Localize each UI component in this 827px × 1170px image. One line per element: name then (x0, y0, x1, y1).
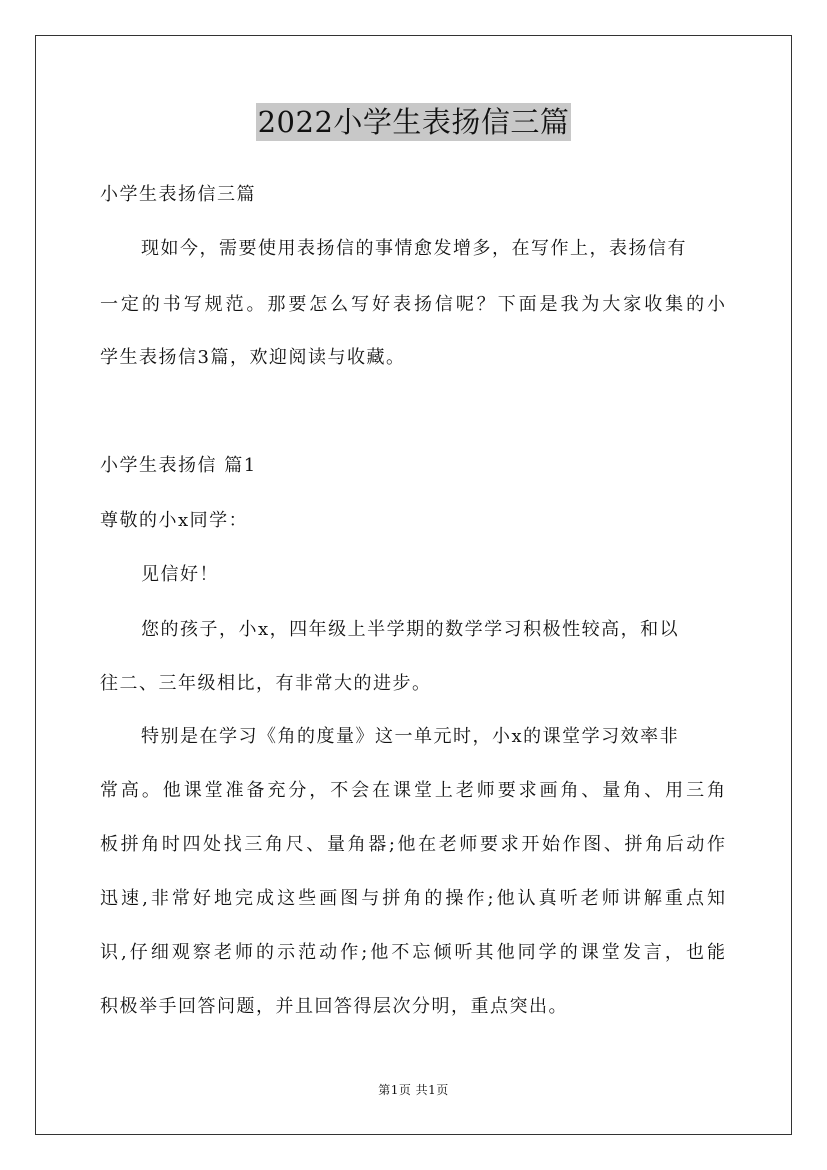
section-heading: 小学生表扬信 篇1 (100, 455, 257, 476)
intro-line: 学生表扬信3篇，欢迎阅读与收藏。 (100, 347, 406, 368)
title-container (0, 103, 827, 141)
paragraph-line: 积极举手回答问题，并且回答得层次分明，重点突出。 (100, 996, 568, 1017)
greeting: 见信好！ (141, 564, 219, 585)
salutation: 尊敬的小x同学： (100, 510, 249, 531)
document-subtitle: 小学生表扬信三篇 (100, 184, 256, 205)
intro-line: 现如今，需要使用表扬信的事情愈发增多，在写作上，表扬信有 (141, 238, 687, 259)
paragraph-line: 常高。他课堂准备充分，不会在课堂上老师要求画角、量角、用三角 (100, 780, 725, 801)
paragraph-line: 您的孩子，小x，四年级上半学期的数学学习积极性较高，和以 (141, 619, 680, 640)
page-number-footer: 第1页 共1页 (378, 1083, 449, 1097)
paragraph-line: 识,仔细观察老师的示范动作;他不忘倾听其他同学的课堂发言，也能 (100, 942, 725, 963)
document-title: 2022小学生表扬信三篇 (257, 105, 570, 139)
paragraph-line: 往二、三年级相比，有非常大的进步。 (100, 673, 432, 694)
intro-line: 一定的书写规范。那要怎么写好表扬信呢？下面是我为大家收集的小 (100, 294, 725, 315)
paragraph-line: 迅速,非常好地完成这些画图与拼角的操作;他认真听老师讲解重点知 (100, 888, 725, 909)
paragraph-line: 板拼角时四处找三角尺、量角器;他在老师要求开始作图、拼角后动作 (100, 834, 725, 855)
paragraph-line: 特别是在学习《角的度量》这一单元时，小x的课堂学习效率非 (141, 726, 680, 747)
